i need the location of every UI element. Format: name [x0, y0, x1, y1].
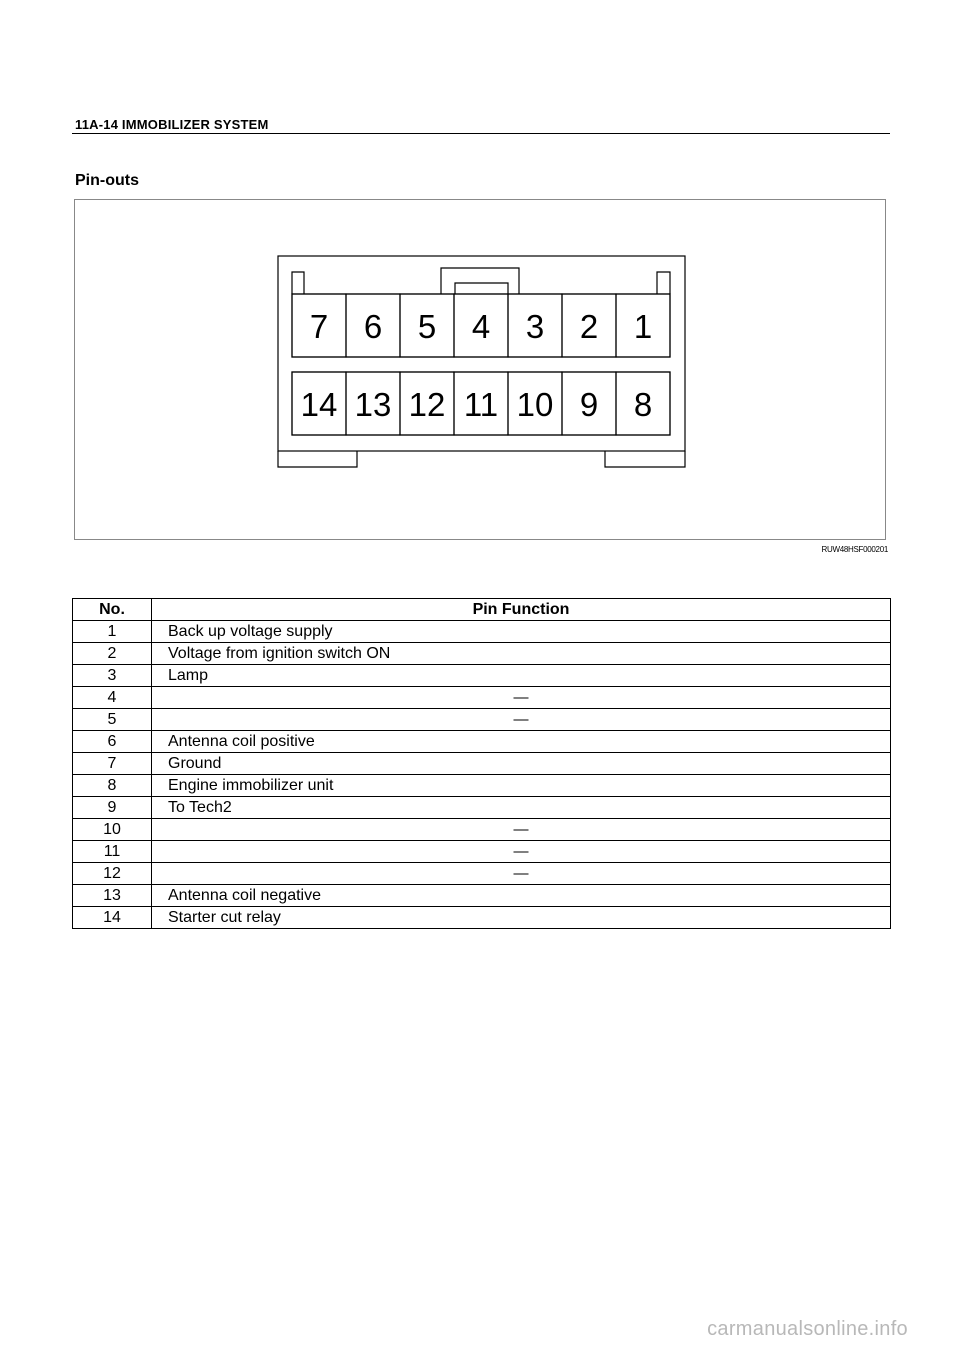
- pin-label: 10: [516, 386, 554, 423]
- table-row: [73, 819, 891, 841]
- table-row: [73, 665, 891, 687]
- pin-function: Lamp: [152, 665, 891, 687]
- connector-key-inner: [455, 283, 508, 294]
- pin-function: Ground: [152, 753, 891, 775]
- pin-function: Antenna coil negative: [152, 885, 891, 907]
- table-row: [73, 841, 891, 863]
- pin-function: Voltage from ignition switch ON: [152, 643, 891, 665]
- pin-label: 9: [579, 386, 599, 423]
- pin-label: 7: [309, 308, 329, 345]
- pin-label: 13: [354, 386, 392, 423]
- pin-label: 11: [463, 386, 499, 423]
- pin-function: —: [152, 687, 891, 709]
- pin-number: 5: [73, 709, 152, 731]
- pin-function: —: [152, 841, 891, 863]
- connector-foot-right: [605, 451, 685, 467]
- table-row: [73, 797, 891, 819]
- column-header-no: No.: [73, 599, 152, 621]
- pin-label: 4: [471, 308, 491, 345]
- pin-function: To Tech2: [152, 797, 891, 819]
- pin-number: 10: [73, 819, 152, 841]
- pin-number: 6: [73, 731, 152, 753]
- table-row: [73, 863, 891, 885]
- pin-number: 4: [73, 687, 152, 709]
- header-title: 11A-14 IMMOBILIZER SYSTEM: [75, 117, 269, 132]
- pin-label: 1: [633, 308, 653, 345]
- pin-number: 1: [73, 621, 152, 643]
- pin-label: 6: [363, 308, 383, 345]
- pin-label: 8: [633, 386, 653, 423]
- figure-id: RUW48HSF000201: [821, 545, 888, 554]
- pin-label: 14: [300, 386, 338, 423]
- connector-latch-left: [292, 272, 304, 294]
- pin-function: Starter cut relay: [152, 907, 891, 929]
- pin-function: —: [152, 709, 891, 731]
- pin-function: Engine immobilizer unit: [152, 775, 891, 797]
- pin-number: 7: [73, 753, 152, 775]
- table-row: [73, 687, 891, 709]
- table-header-row: [73, 599, 891, 621]
- pin-function: —: [152, 863, 891, 885]
- pin-label: 3: [525, 308, 545, 345]
- table-row: [73, 753, 891, 775]
- pin-number: 12: [73, 863, 152, 885]
- pin-function-table: [72, 598, 891, 929]
- connector-latch-right: [657, 272, 670, 294]
- table-row: [73, 709, 891, 731]
- pin-label: 5: [417, 308, 437, 345]
- connector-diagram: [0, 0, 960, 600]
- table-row: [73, 907, 891, 929]
- table-row: [73, 621, 891, 643]
- pin-function: —: [152, 819, 891, 841]
- connector-foot-left: [278, 451, 357, 467]
- table-row: [73, 775, 891, 797]
- table-row: [73, 643, 891, 665]
- pin-function: Back up voltage supply: [152, 621, 891, 643]
- pin-number: 8: [73, 775, 152, 797]
- pin-number: 2: [73, 643, 152, 665]
- pin-number: 9: [73, 797, 152, 819]
- table-row: [73, 885, 891, 907]
- pin-function: Antenna coil positive: [152, 731, 891, 753]
- pin-label: 2: [579, 308, 599, 345]
- watermark: carmanualsonline.info: [707, 1318, 908, 1340]
- pin-number: 11: [73, 841, 152, 863]
- column-header-function: Pin Function: [152, 599, 891, 621]
- pin-number: 13: [73, 885, 152, 907]
- connector-key-outer: [441, 268, 519, 294]
- pin-label: 12: [408, 386, 446, 423]
- pin-number: 3: [73, 665, 152, 687]
- section-heading: Pin-outs: [75, 172, 139, 189]
- table-row: [73, 731, 891, 753]
- pin-number: 14: [73, 907, 152, 929]
